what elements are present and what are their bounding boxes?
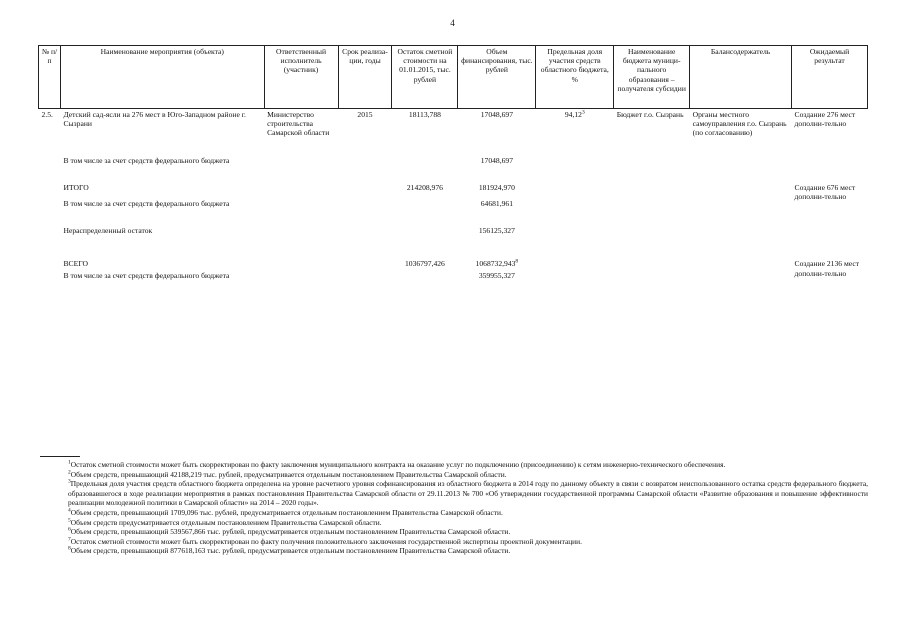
financing-footnote-ref: 8	[515, 258, 519, 265]
footnote-marker: 3	[68, 478, 71, 485]
row-financing: 359955,327	[478, 270, 515, 280]
table-row	[39, 225, 868, 236]
header-financing: Объем финансирования, тыс. рублей	[458, 46, 536, 109]
row-financing: 181924,970	[478, 182, 515, 192]
footnote	[68, 460, 868, 470]
footnote-marker: 1	[68, 459, 71, 466]
row-financing: 17048,697	[480, 110, 513, 119]
spacer-row	[39, 139, 868, 155]
footnote-text: Остаток сметной стоимости может быть скорректирован по факту получения положительного заключения государственной экспертизы проектной документации.	[70, 536, 582, 546]
table-header-row	[39, 46, 868, 109]
row-holder: Органы местного самоуправления г.о. Сызрань (по согласованию)	[692, 110, 787, 138]
row-result: Создание 276 мест дополни-тельно	[794, 110, 856, 129]
footnote-separator	[40, 456, 80, 457]
row-name: Детский сад-ясли на 276 мест в Юго-Западном районе г. Сызрани	[63, 110, 246, 129]
footnote-marker: 4	[68, 507, 71, 514]
row-name: В том числе за счет средств федерального бюджета	[63, 155, 230, 165]
row-remainder: 1036797,426	[404, 259, 445, 269]
row-name: ВСЕГО	[63, 259, 88, 269]
share-footnote-ref: 3	[581, 109, 585, 116]
row-name: ИТОГО	[63, 182, 89, 192]
row-result: Создание 676 мест дополни-тельно	[794, 182, 856, 202]
footnote-text: Объем средств, превышающий 877618,163 тыс. рублей, предусматривается отдельным постановлением Правительства Самарской области.	[70, 546, 511, 556]
row-term: 2015	[357, 110, 373, 119]
header-budget-name: Наименование бюджета муници-пального образования – получателя субсидии	[614, 46, 690, 109]
row-name: Нераспределенный остаток	[63, 226, 153, 236]
row-result: Создание 2136 мест дополни-тельно	[794, 259, 860, 278]
footnote	[68, 508, 868, 518]
row-financing: 17048,697	[480, 155, 513, 165]
row-budget: Бюджет г.о. Сызрань	[616, 110, 684, 119]
footnote-text: Объем средств, превышающий 42188,219 тыс. рублей, предусматривается отдельным постановлением Правительства Самарской области.	[70, 469, 507, 479]
footnote-marker: 7	[68, 536, 71, 543]
footnote	[68, 479, 868, 508]
header-max-share: Предельная доля участия средств областного бюджета, %	[536, 46, 614, 109]
footnote-text: Объем средств, превышающий 1709,096 тыс. рублей, предусматривается отдельным постановлением Правительства Самарской области.	[70, 507, 503, 517]
footnote-text: Объем средств предусматривается отдельным постановлением Правительства Самарской области.	[70, 517, 382, 527]
header-result: Ожидаемый результат	[792, 46, 868, 109]
spacer-row	[39, 209, 868, 225]
row-share	[536, 109, 614, 139]
header-name: Наименование мероприятия (объекта)	[60, 46, 264, 109]
table-row	[39, 258, 868, 269]
spacer-row	[39, 166, 868, 182]
table-row	[39, 182, 868, 193]
footnote	[68, 546, 868, 556]
row-name: В том числе за счет средств федерального бюджета	[63, 199, 230, 209]
footnote	[68, 537, 868, 547]
footnote-marker: 5	[68, 517, 71, 524]
footnote-marker: 8	[68, 545, 71, 552]
table-row	[39, 155, 868, 166]
header-num: № п/п	[39, 46, 61, 109]
header-remainder: Остаток сметной стоимости на 01.01.2015, тыс. рублей	[392, 46, 458, 109]
row-financing: 64681,961	[480, 199, 513, 209]
row-number: 2.5.	[41, 110, 53, 119]
footnote-marker: 2	[68, 469, 71, 476]
footnotes	[68, 460, 868, 556]
spacer-row	[39, 236, 868, 258]
header-term: Срок реализа-ции, годы	[338, 46, 392, 109]
header-holder: Балансодержатель	[690, 46, 792, 109]
share-value: 94,12	[564, 110, 582, 119]
footnote-marker: 6	[68, 526, 71, 533]
table-row	[39, 270, 868, 281]
header-responsible: Ответственный исполнитель (участник)	[264, 46, 338, 109]
program-table	[38, 45, 868, 281]
table-row	[39, 193, 868, 209]
footnote	[68, 527, 868, 537]
row-financing: 156125,327	[478, 226, 515, 236]
footnote-text: Предельная доля участия средств областного бюджета определена на уровне расчетного уровня софинансирования из областного бюджета в 2014 году по данному объекту в связи с возвратом неиспользованного остатка средств федерального бюджета, образовавшегося в ходе реализации мероприятия в рамках постановления Правительства Самарской области от 29.11.2013 № 700 «Об утверждении государственной программы Самарской области «Развитие образования и повышение эффективности реализации молодежной политики в Самарской области» на 2014 – 2020 годы».	[68, 479, 868, 508]
row-name: В том числе за счет средств федерального бюджета	[63, 270, 230, 280]
row-remainder: 214208,976	[406, 182, 443, 192]
row-financing	[458, 258, 536, 269]
row-responsible: Министерство строительства Самарской области	[267, 110, 330, 138]
footnote-text: Объем средств, превышающий 539567,866 тыс. рублей, предусматривается отдельным постановлением Правительства Самарской области.	[70, 527, 511, 537]
footnote	[68, 470, 868, 480]
row-remainder: 18113,788	[408, 110, 441, 119]
table-row	[39, 109, 868, 139]
page-number: 4	[450, 18, 455, 28]
financing-value: 1068732,943	[475, 259, 516, 269]
footnote	[68, 518, 868, 528]
footnote-text: Остаток сметной стоимости может быть скорректирован по факту заключения муниципального контракта на оказание услуг по подключению (присоединению) к сетям инженерно-технического обеспечения.	[70, 460, 726, 469]
